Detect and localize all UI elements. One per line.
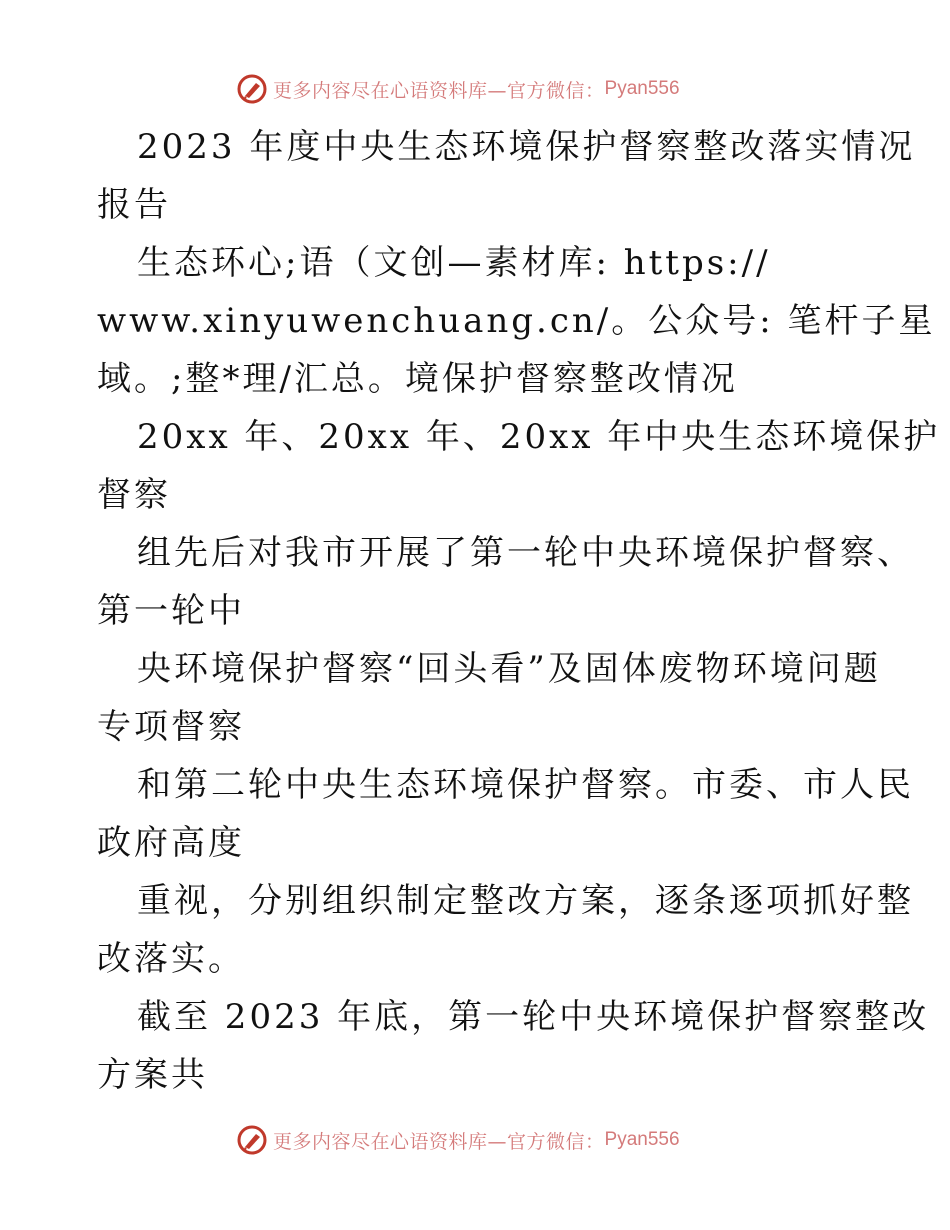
- text-line: 方案共: [97, 1055, 208, 1095]
- text-line: 第一轮中: [97, 591, 245, 631]
- footer-banner: [236, 1123, 680, 1157]
- text-line: 政府高度: [97, 823, 245, 863]
- text-line: 生态环心;语（文创—素材库: https://: [137, 243, 771, 283]
- pen-logo-icon: [236, 1124, 268, 1156]
- text-line: 2023 年度中央生态环境保护督察整改落实情况: [137, 127, 916, 167]
- text-line: 改落实。: [97, 939, 245, 979]
- text-line: 报告: [97, 185, 171, 225]
- text-line: 截至 2023 年底，第一轮中央环境保护督察整改: [137, 997, 930, 1037]
- footer-banner-text: 更多内容尽在心语资料库—官方微信：: [273, 1130, 605, 1153]
- pen-logo-icon: [236, 73, 268, 105]
- footer-banner-wechat-id: Pyan556: [604, 1129, 680, 1150]
- text-line: 专项督察: [97, 707, 245, 747]
- text-line: 央环境保护督察“回头看”及固体废物环境问题: [137, 649, 881, 689]
- text-line: 组先后对我市开展了第一轮中央环境保护督察、: [137, 533, 914, 573]
- text-line: 督察: [97, 475, 171, 515]
- header-banner: [236, 72, 680, 106]
- text-line: www.xinyuwenchuang.cn/。公众号: 笔杆子星: [97, 301, 936, 341]
- text-line: 重视，分别组织制定整改方案，逐条逐项抓好整: [137, 881, 914, 921]
- text-line: 域。;整*理/汇总。境保护督察整改情况: [97, 359, 738, 399]
- text-line: 和第二轮中央生态环境保护督察。市委、市人民: [137, 765, 914, 805]
- header-banner-wechat-id: Pyan556: [604, 78, 680, 99]
- header-banner-text: 更多内容尽在心语资料库—官方微信：: [273, 79, 605, 102]
- text-line: 20xx 年、20xx 年、20xx 年中央生态环境保护: [137, 417, 941, 457]
